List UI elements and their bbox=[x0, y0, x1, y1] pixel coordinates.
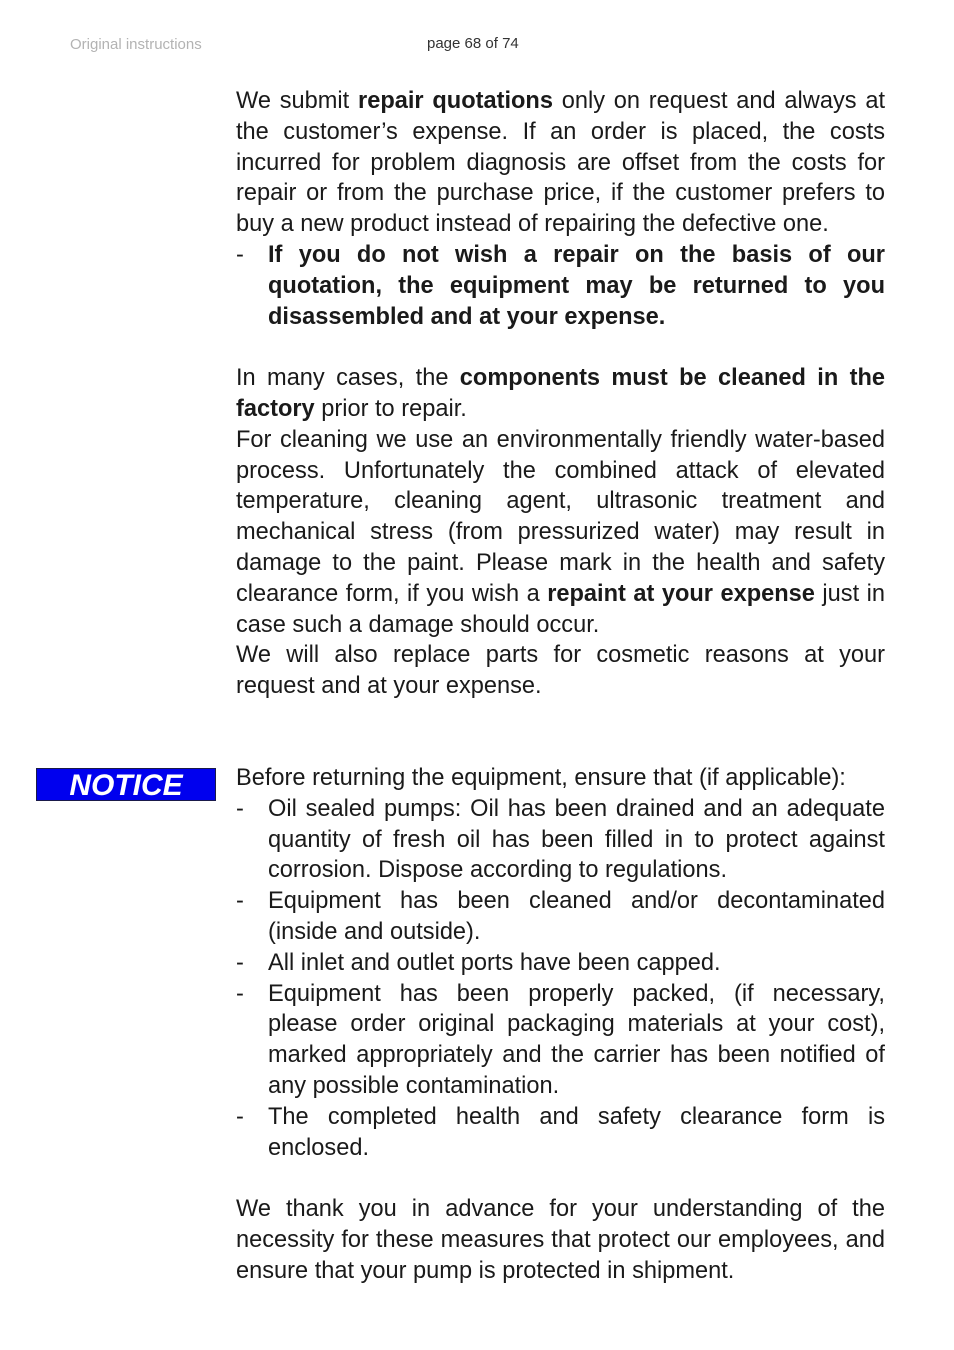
bullet-dash: - bbox=[236, 241, 244, 268]
notice-badge: NOTICE bbox=[36, 768, 216, 801]
list-item: - Equipment has been properly packed, (if necessary, please order original packaging materials at your cost), marked appropriately and the carrier has been notified of any possible contamination. bbox=[236, 980, 885, 1099]
list-item: - Oil sealed pumps: Oil has been drained and an adequate quantity of fresh oil has been filled in to protect against corrosion. Dispose according to regulations. bbox=[236, 795, 885, 884]
repair-section bbox=[236, 86, 885, 702]
cosmetic-parts-paragraph: We will also replace parts for cosmetic reasons at your request and at your expense. bbox=[236, 642, 885, 700]
repaint-emphasis: repaint at your expense bbox=[547, 580, 815, 607]
page-number: page 68 of 74 bbox=[427, 35, 519, 52]
list-item: - All inlet and outlet ports have been capped. bbox=[236, 948, 885, 979]
notice-section bbox=[236, 763, 885, 1287]
bullet-dash: - bbox=[236, 888, 244, 915]
repair-quotations-emphasis: repair quotations bbox=[358, 88, 553, 114]
bullet-dash: - bbox=[236, 795, 244, 822]
list-item: - Equipment has been cleaned and/or decontaminated (inside and outside). bbox=[236, 888, 885, 945]
notice-intro: Before returning the equipment, ensure that (if applicable): bbox=[236, 765, 846, 791]
bullet-dash: - bbox=[236, 1103, 244, 1130]
components-cleaned-emphasis: components must be cleaned in the factory bbox=[236, 365, 885, 422]
cleaning-process-paragraph: For cleaning we use an environmentally friendly water-based process. Unfortunately the combined attack of elevated temperature, cleaning agent, ultrasonic treatment and mechanical stress (from pressurized water) may result in damage to the paint. Please mark in the health and safety clearance form, if you wish a repaint at your expense just in case such a damage should occur. bbox=[236, 426, 885, 638]
disassembled-return-note: If you do not wish a repair on the basis of our quotation, the equipment may be returned to you disassembled and at your expense. bbox=[268, 241, 885, 330]
repair-quotation-paragraph: We submit repair quotations only on request and always at the customer’s expense. If an order is placed, the costs incurred for problem diagnosis are offset from the costs for repair or from the purchase price, if the customer prefers to buy a new product instead of repairing the defective one. bbox=[236, 88, 885, 238]
closing-paragraph: We thank you in advance for your understanding of the necessity for these measures that protect our employees, and ensure that your pump is protected in shipment. bbox=[236, 1196, 885, 1284]
cleaning-intro-paragraph: In many cases, the components must be cleaned in the factory prior to repair. bbox=[236, 365, 885, 422]
document-header-label: Original instructions bbox=[70, 36, 202, 53]
list-item bbox=[236, 240, 885, 332]
list-item: - The completed health and safety clearance form is enclosed. bbox=[236, 1103, 885, 1161]
bullet-dash: - bbox=[236, 980, 244, 1007]
bullet-dash: - bbox=[236, 949, 244, 976]
